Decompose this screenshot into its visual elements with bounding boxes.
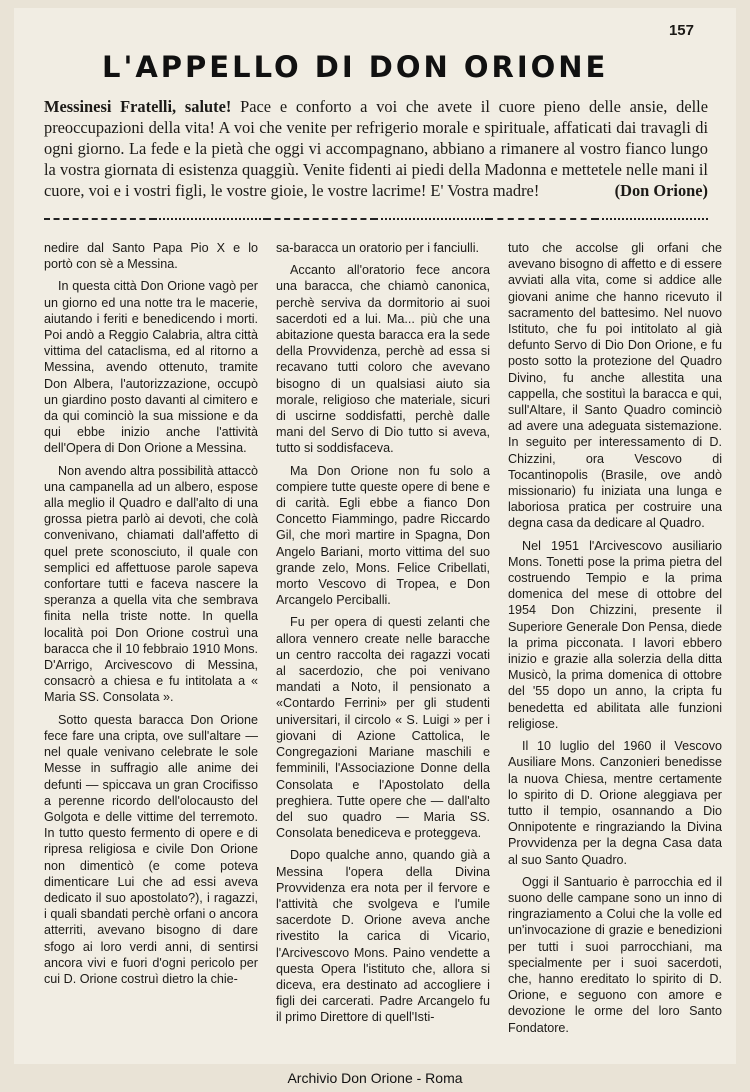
paragraph: Oggi il Santuario è parrocchia ed il suono delle campane sono un inno di ringraziamento a Colui che la volle ed un'invocazione di grazie e benedizioni per tutti i suoi parrocchiani, ma specialmente per i suoi sacerdoti, che, hanno ereditato lo spirito di D. Orione, e seguono con amore e devozione le orme del loro Santo Fondatore. <box>508 874 722 1035</box>
paragraph: tuto che accolse gli orfani che avevano bisogno di affetto e di essere avviati alla vita, come si addice alle giovani anime che hanno ricevuto il sacramento del battesimo. Nel nuovo Istituto, che fu poi intitolato al già defunto Servo di Dio Don Orione, e fu posto sotto la protezione del Quadro Divino, fu anche allestita una cappella, che sostituì la baracca e qui, sull'Altare, il Santo Quadro cominciò ad avere una adeguata sistemazione. In seguito per interessamento di D. Chizzini, ora Vescovo di Tocantinopolis (Brasile, ove andò missionario) fu iniziata una lunga e laboriosa pratica per costruire una degna casa da dedicare al Quadro. <box>508 241 722 531</box>
archive-footer: Archivio Don Orione - Roma <box>287 1070 463 1086</box>
ornamental-divider <box>44 212 708 226</box>
column-1 <box>44 240 258 1050</box>
magazine-page <box>14 8 736 1064</box>
paragraph: In questa città Don Orione vagò per un giorno ed una notte tra le macerie, aiutando i feriti e benedicendo i morti. Poi andò a Reggio Calabria, altra città vittima del cataclisma, ed al ritorno a Messina, avendo ottenuto, tramite Don Albera, l'autorizzazione, occupò un giardino posto davanti al cimitero e da qui cominciò la sua missione e da qui ebbe inizio anche l'attività dell'Opera di Don Orione a Messina. <box>44 279 258 456</box>
paragraph: nedire dal Santo Papa Pio X e lo portò con sè a Messina. <box>44 241 258 272</box>
paragraph: Dopo qualche anno, quando già a Messina l'opera della Divina Provvidenza era nota per il fervore e l'attività che svolgeva e l'umile sacerdote D. Orione aveva anche rivestito la carica di Vicario, l'Arcivescovo Mons. Paino vendette a questa Opera l'istituto che, allora si diceva, era destinato ad accogliere i figli dei carcerati. Padre Arcangelo fu il primo Direttore di quell'Isti- <box>276 848 490 1025</box>
paragraph: sa-baracca un oratorio per i fanciulli. <box>276 241 480 255</box>
column-3 <box>508 240 722 1050</box>
paragraph: Il 10 luglio del 1960 il Vescovo Ausiliare Mons. Canzonieri benedisse la nuova Chiesa, mentre certamente lo spirito di D. Orione aleggiava per tutto il tempio, osannando a Dio Onnipotente e ringraziando la Divina Provvidenza per la degna Casa data al suo Santo Quadro. <box>508 739 722 867</box>
intro-paragraph <box>44 96 708 201</box>
intro-lead: Messinesi Fratelli, salute! <box>44 97 232 116</box>
paragraph: Nel 1951 l'Arcivescovo ausiliario Mons. Tonetti pose la prima pietra del costruendo Tempio e la prima domenica del mese di ottobre del 1954 Don Chizzini, presente il Superiore Generale Don Pensa, diede la prima picconata. I lavori ebbero inizio e grazie alla solerzia della ditta Musicò, la prima domenica di ottobre del '55 dopo un anno, la cripta fu benedetta ed abilitata alle funzioni religiose. <box>508 538 722 731</box>
intro-signature: (Don Orione) <box>614 181 708 200</box>
intro-body: Pace e conforto a voi che avete il cuore pieno delle ansie, delle preoccupazioni della vita! A voi che venite per refrigerio morale e spirituale, affaticati dai travagli di ogni giorno. La fede e la pietà che oggi vi accompagnano, abbiano a rimanere al vostro fianco lungo la vostra giornata di esistenza quaggiù. Venite fidenti ai piedi della Madonna e mettetele nelle mani il cuore, voi e i vostri figli, le vostre gioie, le vostre lacrime! E' Vostra madre! <box>44 97 709 200</box>
paragraph: Non avendo altra possibilità attaccò una campanella ad un albero, espose alla meglio il Quadro e dall'alto di una grossa pietra parlò ai devoti, che colà convenivano, chiamati dall'affetto di quel prete sconosciuto, il quale con semplici ed affettuose parole sapeva confortare tutti e faceva nascere la speranza a quella vita che sembrava finita nella triste notte. In quella località poi Don Orione costruì una baracca che il 10 febbraio 1910 Mons. D'Arrigo, Arcivescovo di Messina, consacrò a chiesa e fu intitolata a « Maria SS. Consolata ». <box>44 463 258 705</box>
paragraph: Ma Don Orione non fu solo a compiere tutte queste opere di bene e di carità. Egli ebbe a fianco Don Concetto Fiammingo, padre Riccardo Gil, che morì martire in Spagna, Don Angelo Bariani, morto vittima del suo grande zelo, Mons. Felice Cribellati, morto Vescovo di Tropea, e Don Arcangelo Perciballi. <box>276 463 490 608</box>
paragraph: Accanto all'oratorio fece ancora una baracca, che chiamò canonica, perchè serviva da dormitorio ai suoi sacerdoti ed a lui. Ma... più che una abitazione questa baracca era la sede della Provvidenza, perchè ad essa si recavano tutti coloro che avevano bisogno di un qualsiasi aiuto sia morale, religioso che materiale, sicuri di uscirne soddisfatti, perchè dalle mani del Servo di Dio tutto si aveva, tutto si soddisfaceva. <box>276 263 490 456</box>
column-2 <box>276 240 490 1050</box>
paragraph: Fu per opera di questi zelanti che allora vennero create nelle baracche un centro raccolta dei ragazzi vocati al sacerdozio, che poi venivano mandati a Noto, il pensionato a «Contardo Ferrini» per gli studenti universitari, il circolo « S. Luigi » per i giovani di Azione Cattolica, le Congregazioni Mariane maschili e femminili, l'Associazione Donne della Consolata e l'Apostolato della preghiera. Tutte opere che — dall'alto del suo quadro — Maria SS. Consolata benediceva e proteggeva. <box>276 615 490 841</box>
article-columns <box>44 240 722 1050</box>
article-title: L'APPELLO DI DON ORIONE <box>102 50 609 84</box>
page-number: 157 <box>668 22 694 39</box>
paragraph: Sotto questa baracca Don Orione fece fare una cripta, ove sull'altare — nel quale venivano celebrate le sole Messe in suffragio alle anime dei defunti — spiccava un gran Crocifisso a perenne ricordo dell'olocausto del Golgota e delle vittime del terremoto. In tutto questo fermento di opere e di ripresa religiosa e civile Don Orione non dimenticò (e come poteva dimenticare Lui che ad essi aveva dedicato il suo apostolato?), i ragazzi, i quali sbandati perchè orfani o ancora atterriti, avevano bisogno di dare sfogo ai loro verdi anni, di sentirsi ancora vivi e fuori d'ogni pericolo per cui D. Orione costruì dietro la chie- <box>44 712 258 986</box>
